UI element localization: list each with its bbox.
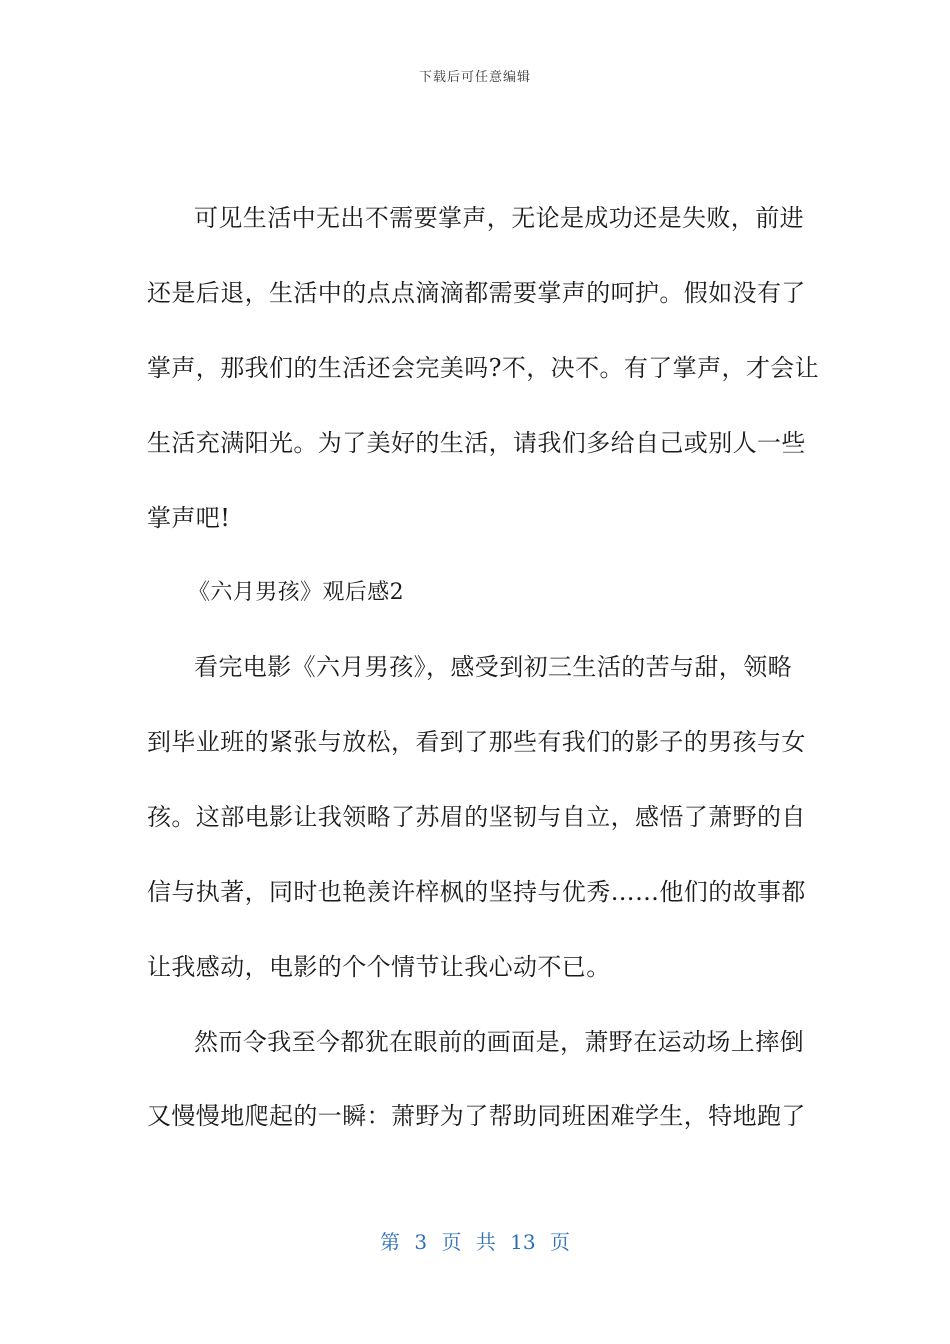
paragraph-line: 看完电影《六月男孩》，感受到初三生活的苦与甜，领略 xyxy=(194,653,792,681)
paragraph-line: 掌声，那我们的生活还会完美吗?不，决不。有了掌声，才会让 xyxy=(147,354,820,382)
paragraph-line: 孩。这部电影让我领略了苏眉的坚韧与自立，感悟了萧野的自 xyxy=(147,803,806,831)
paragraph-line: 让我感动，电影的个个情节让我心动不已。 xyxy=(147,953,611,981)
paragraph-line: 然而令我至今都犹在眼前的画面是，萧野在运动场上摔倒 xyxy=(194,1028,804,1056)
page-number: 第 3 页 共 13 页 xyxy=(380,1230,570,1254)
paragraph-line: 到毕业班的紧张与放松，看到了那些有我们的影子的男孩与女 xyxy=(147,728,806,756)
section-heading: 《六月男孩》观后感2 xyxy=(188,580,404,605)
paragraph-line: 可见生活中无出不需要掌声，无论是成功还是失败，前进 xyxy=(194,204,804,232)
paragraph-line: 生活充满阳光。为了美好的生活，请我们多给自己或别人一些 xyxy=(147,429,806,457)
paragraph-line: 掌声吧! xyxy=(147,504,231,532)
paragraph-line: 还是后退，生活中的点点滴滴都需要掌声的呵护。假如没有了 xyxy=(147,279,806,307)
page-header: 下载后可任意编辑 xyxy=(418,70,531,85)
paragraph-line: 又慢慢地爬起的一瞬：萧野为了帮助同班困难学生，特地跑了 xyxy=(147,1102,806,1130)
paragraph-line: 信与执著，同时也艳羡许梓枫的坚持与优秀……他们的故事都 xyxy=(147,878,806,906)
